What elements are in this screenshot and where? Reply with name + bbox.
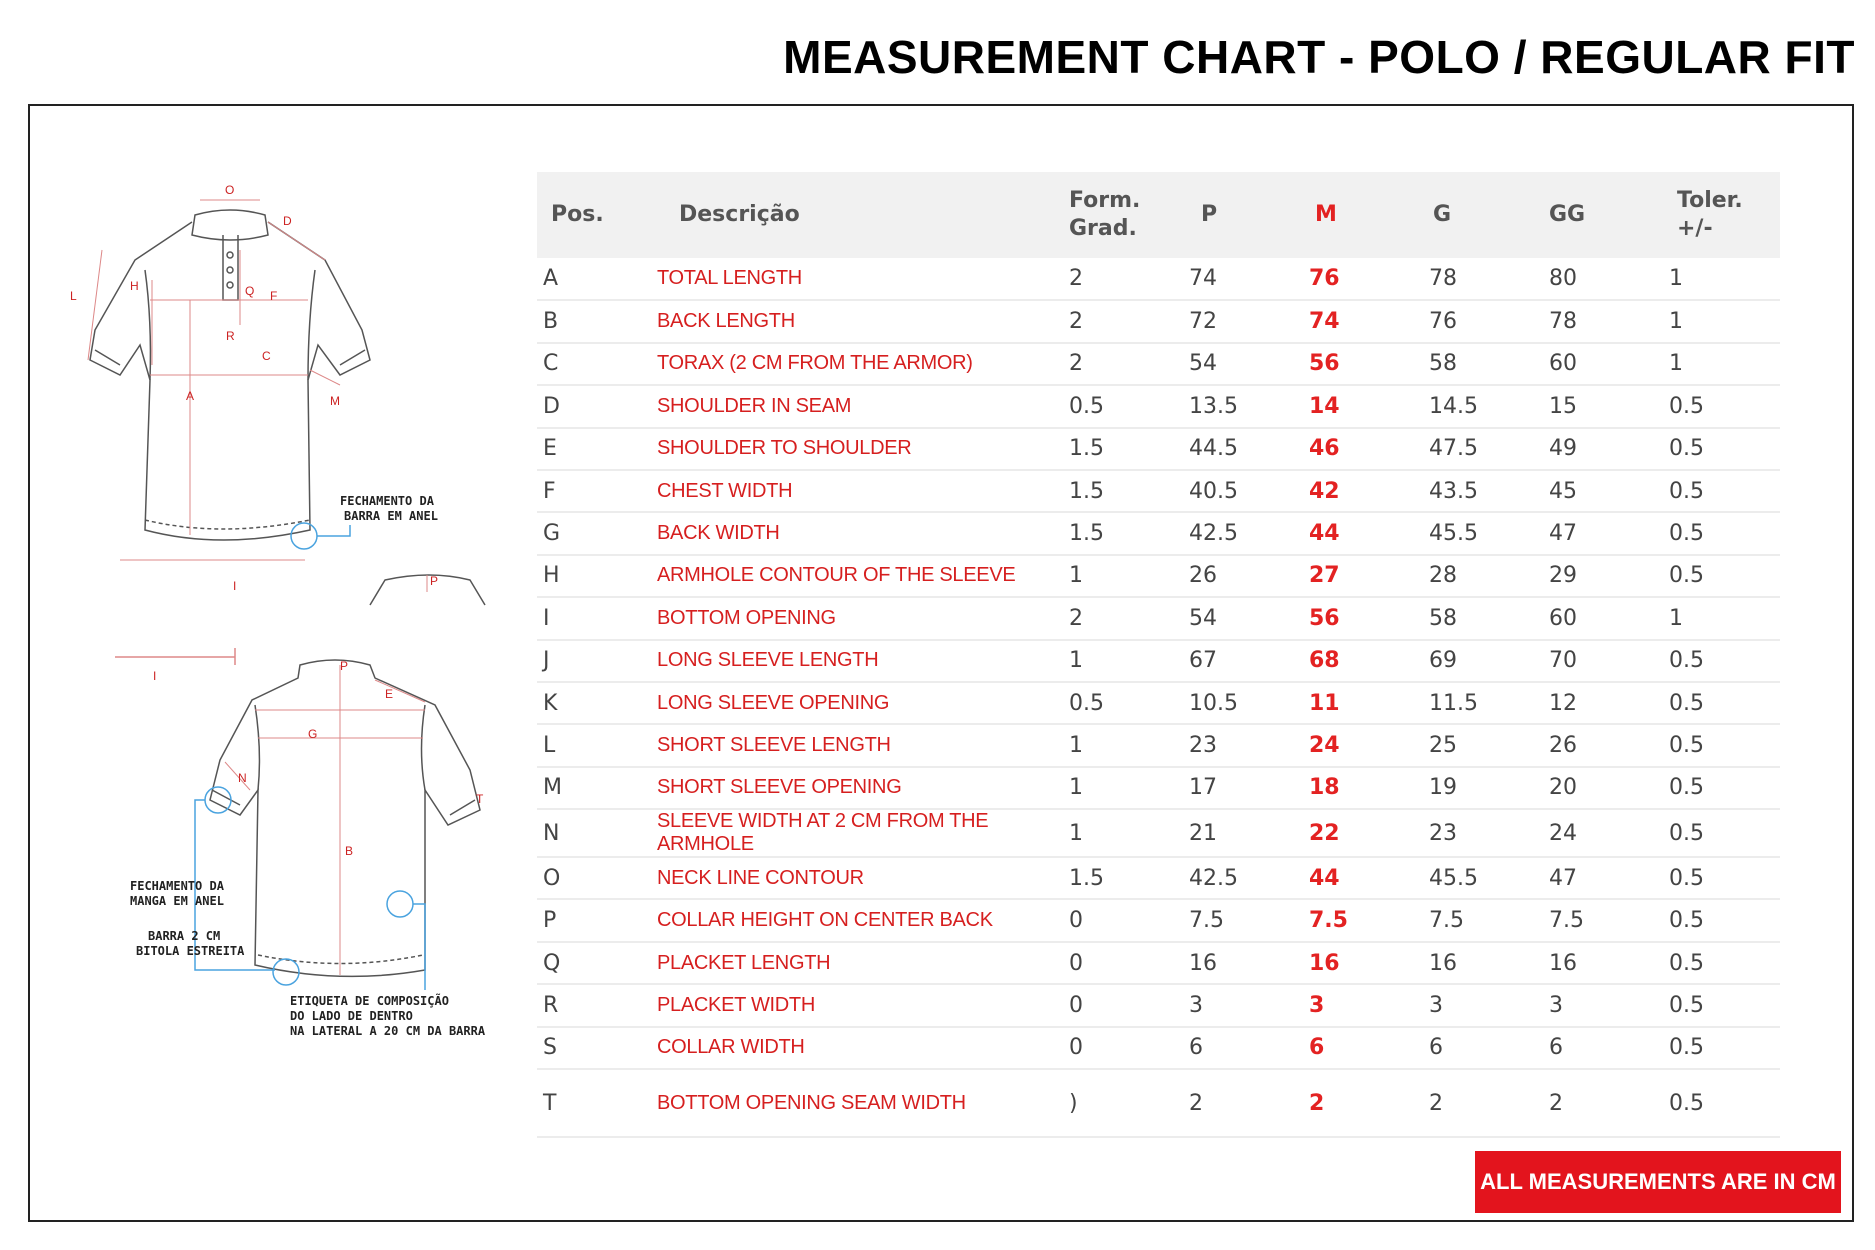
polo-diagram-svg [40,150,560,1100]
cell-pos: M [543,775,562,801]
cell-m: 24 [1309,732,1340,758]
cell-g: 23 [1429,820,1457,846]
svg-text:FECHAMENTO DA [130,879,225,893]
cell-p: 72 [1189,309,1217,335]
cell-p: 21 [1189,820,1217,846]
cell-tol: 0.5 [1669,865,1704,891]
cell-g: 3 [1429,992,1443,1018]
header-p: P [1201,202,1218,227]
cell-grad: 0.5 [1069,690,1104,716]
svg-text:BARRA EM ANEL [344,509,438,523]
cell-gg: 70 [1549,648,1577,674]
cell-pos: G [543,521,561,547]
svg-text:BITOLA ESTREITA [136,944,245,958]
cell-grad: 2 [1069,351,1083,377]
cell-p: 54 [1189,605,1217,631]
cell-m: 3 [1309,992,1325,1018]
cell-g: 14.5 [1429,393,1478,419]
cell-g: 11.5 [1429,690,1478,716]
table-row [537,857,1780,899]
cell-m: 11 [1309,690,1340,716]
table-row [537,984,1780,1026]
cell-g: 7.5 [1429,908,1464,934]
header-form-grad-line2: Grad. [1069,216,1137,241]
table-body [537,258,1780,1137]
cell-tol: 0.5 [1669,775,1704,801]
svg-text:A: A [186,389,195,403]
cell-g: 58 [1429,605,1457,631]
cell-m: 74 [1309,309,1340,335]
cell-pos: F [543,478,556,504]
cell-grad: 2 [1069,266,1083,292]
svg-text:M: M [330,394,340,408]
cell-p: 23 [1189,732,1217,758]
cell-p: 44.5 [1189,436,1238,462]
cell-gg: 60 [1549,351,1577,377]
cell-tol: 1 [1669,309,1683,335]
svg-text:R: R [226,329,235,343]
cell-grad: 1 [1069,563,1083,589]
svg-text:N: N [238,771,247,785]
cell-desc: BACK LENGTH [657,310,795,333]
cell-desc: ARMHOLE CONTOUR OF THE SLEEVE [657,564,1016,587]
cell-grad: 1 [1069,820,1083,846]
cell-desc: NECK LINE CONTOUR [657,866,864,889]
cell-desc: BOTTOM OPENING [657,606,836,629]
cell-desc: TOTAL LENGTH [657,267,802,290]
table-header-row [537,172,1780,258]
cell-tol: 0.5 [1669,393,1704,419]
cell-grad: 1.5 [1069,436,1104,462]
cell-gg: 26 [1549,732,1577,758]
cell-pos: I [543,605,550,631]
cell-m: 27 [1309,563,1340,589]
table-row [537,555,1780,597]
cell-desc: LONG SLEEVE LENGTH [657,649,879,672]
cell-pos: C [543,351,559,377]
polo-technical-drawing [40,150,560,1100]
svg-text:H: H [130,279,139,293]
table-row [537,1027,1780,1069]
cell-gg: 78 [1549,309,1577,335]
cell-grad: 2 [1069,605,1083,631]
cell-pos: N [543,820,560,846]
cell-tol: 0.5 [1669,436,1704,462]
cell-grad: 2 [1069,309,1083,335]
note-label-line3: NA LATERAL A 20 CM DA BARRA [290,1024,486,1038]
cell-g: 6 [1429,1035,1443,1061]
cell-g: 19 [1429,775,1457,801]
cell-g: 78 [1429,266,1457,292]
cell-pos: O [543,865,561,891]
cell-p: 74 [1189,266,1217,292]
table-row [537,428,1780,470]
cell-g: 28 [1429,563,1457,589]
cell-gg: 12 [1549,690,1577,716]
cell-pos: P [543,908,557,934]
cell-grad: 1 [1069,648,1083,674]
cell-m: 7.5 [1309,908,1348,934]
cell-grad: 0 [1069,950,1083,976]
header-form-grad-line1: Form. [1069,188,1141,213]
cell-gg: 47 [1549,521,1577,547]
svg-text:BARRA 2 CM [148,929,220,943]
cell-g: 2 [1429,1090,1443,1116]
table-row [537,899,1780,941]
cell-m: 18 [1309,775,1340,801]
svg-text:DO LADO DE DENTRO [290,1009,413,1023]
svg-text:L: L [70,289,77,303]
svg-text:T: T [476,792,484,806]
cell-gg: 45 [1549,478,1577,504]
cell-gg: 24 [1549,820,1577,846]
cell-g: 43.5 [1429,478,1478,504]
cell-tol: 1 [1669,351,1683,377]
cell-m: 44 [1309,521,1340,547]
cell-p: 67 [1189,648,1217,674]
cell-desc: SHOULDER TO SHOULDER [657,437,912,460]
cell-desc: PLACKET LENGTH [657,951,831,974]
svg-text:ETIQUETA DE COMPOSIÇÃO [290,993,449,1008]
cell-tol: 0.5 [1669,521,1704,547]
note-sleeve-line2: MANGA EM ANEL [130,894,224,908]
cell-m: 44 [1309,865,1340,891]
cell-m: 2 [1309,1090,1325,1116]
table-row [537,809,1780,857]
cell-tol: 0.5 [1669,732,1704,758]
units-badge: ALL MEASUREMENTS ARE IN CM [1475,1151,1841,1213]
svg-text:G: G [308,727,318,741]
cell-g: 16 [1429,950,1457,976]
header-gg: GG [1549,202,1586,227]
cell-gg: 47 [1549,865,1577,891]
cell-gg: 29 [1549,563,1577,589]
cell-p: 42.5 [1189,865,1238,891]
svg-text:D: D [283,214,292,228]
polo-back-view [210,660,480,976]
note-label-line2: DO LADO DE DENTRO [290,1009,413,1023]
cell-g: 47.5 [1429,436,1478,462]
table-row [537,300,1780,342]
cell-pos: L [543,732,556,758]
cell-grad: 0 [1069,992,1083,1018]
header-m: M [1315,202,1337,227]
cell-tol: 0.5 [1669,992,1704,1018]
cell-m: 14 [1309,393,1340,419]
cell-tol: 0.5 [1669,820,1704,846]
cell-gg: 3 [1549,992,1563,1018]
cell-grad: 1.5 [1069,865,1104,891]
cell-gg: 6 [1549,1035,1563,1061]
header-pos: Pos. [551,202,604,227]
page-title: MEASUREMENT CHART - POLO / REGULAR FIT [783,31,1855,83]
cell-desc: TORAX (2 CM FROM THE ARMOR) [657,352,973,375]
cell-grad: 0 [1069,1035,1083,1061]
note-label-line1: ETIQUETA DE COMPOSIÇÃO [290,994,449,1008]
cell-gg: 20 [1549,775,1577,801]
cell-p: 17 [1189,775,1217,801]
cell-m: 46 [1309,436,1340,462]
table-row [537,767,1780,809]
cell-desc: PLACKET WIDTH [657,993,815,1016]
note-hem-line2: BARRA EM ANEL [344,509,438,523]
cell-tol: 0.5 [1669,478,1704,504]
cell-pos: B [543,309,559,335]
cell-p: 2 [1189,1090,1203,1116]
cell-pos: J [543,648,550,674]
cell-m: 16 [1309,950,1340,976]
cell-tol: 1 [1669,605,1683,631]
table-row [537,942,1780,984]
table-row [537,1069,1780,1137]
svg-text:I: I [153,669,157,683]
cell-desc: COLLAR HEIGHT ON CENTER BACK [657,909,993,932]
cell-pos: R [543,992,559,1018]
cell-g: 45.5 [1429,521,1478,547]
cell-tol: 1 [1669,266,1683,292]
cell-g: 58 [1429,351,1457,377]
header-desc: Descrição [679,202,800,227]
header-toler-line2: +/- [1677,216,1713,241]
cell-grad: 1.5 [1069,478,1104,504]
cell-tol: 0.5 [1669,1090,1704,1116]
table-row [537,258,1780,300]
cell-m: 22 [1309,820,1340,846]
cell-pos: A [543,266,559,292]
cell-tol: 0.5 [1669,950,1704,976]
cell-pos: H [543,563,560,589]
cell-pos: E [543,436,557,462]
cell-desc: SHOULDER IN SEAM [657,394,852,417]
note-hem-line1: FECHAMENTO DA [340,494,434,508]
note-sleeve-line1: FECHAMENTO DA [130,879,224,893]
cell-g: 69 [1429,648,1457,674]
table-row [537,343,1780,385]
svg-text:P: P [430,574,439,588]
cell-p: 10.5 [1189,690,1238,716]
front-letters [70,183,438,593]
svg-text:Q: Q [245,284,255,298]
cell-gg: 80 [1549,266,1577,292]
cell-p: 3 [1189,992,1203,1018]
cell-grad: 1 [1069,775,1083,801]
cell-pos: D [543,393,560,419]
cell-pos: Q [543,950,561,976]
cell-desc: SLEEVE WIDTH AT 2 CM FROM THE ARMHOLE [657,810,989,856]
table-row [537,470,1780,512]
cell-gg: 60 [1549,605,1577,631]
svg-text:O: O [225,183,235,197]
cell-m: 56 [1309,605,1340,631]
cell-pos: K [543,690,558,716]
cell-p: 26 [1189,563,1217,589]
table-row [537,597,1780,639]
cell-p: 6 [1189,1035,1203,1061]
svg-text:C: C [262,349,271,363]
svg-text:E: E [385,687,394,701]
cell-grad: 0.5 [1069,393,1104,419]
cell-p: 16 [1189,950,1217,976]
svg-text:F: F [270,289,278,303]
cell-tol: 0.5 [1669,563,1704,589]
cell-m: 56 [1309,351,1340,377]
cell-tol: 0.5 [1669,1035,1704,1061]
svg-text:MANGA EM ANEL [130,894,224,908]
front-measure-lines [88,200,340,560]
cell-tol: 0.5 [1669,690,1704,716]
cell-gg: 15 [1549,393,1577,419]
note-barra-line2: BITOLA ESTREITA [136,944,245,958]
svg-text:P: P [340,659,349,673]
header-form-grad [1069,172,1189,258]
cell-g: 25 [1429,732,1457,758]
cell-desc: LONG SLEEVE OPENING [657,691,890,714]
cell-gg: 16 [1549,950,1577,976]
cell-pos: T [543,1090,557,1116]
cell-tol: 0.5 [1669,648,1704,674]
measurement-table [537,172,1780,1138]
cell-pos: S [543,1035,557,1061]
note-barra-line1: BARRA 2 CM [148,929,221,943]
svg-text:NA LATERAL A 20 CM DA BARRA [290,1024,486,1038]
cell-desc: BACK WIDTH [657,522,780,545]
cell-p: 42.5 [1189,521,1238,547]
svg-text:FECHAMENTO DA [340,494,435,508]
table-row [537,512,1780,554]
cell-gg: 49 [1549,436,1577,462]
table-row [537,640,1780,682]
cell-desc: BOTTOM OPENING SEAM WIDTH [657,1091,966,1114]
cell-desc: COLLAR WIDTH [657,1036,805,1059]
cell-grad: ) [1069,1090,1078,1116]
table-row [537,682,1780,724]
measurement-table-wrap [537,172,1780,1138]
cell-m: 76 [1309,266,1340,292]
cell-grad: 1 [1069,732,1083,758]
cell-desc: SHORT SLEEVE LENGTH [657,733,891,756]
cell-m: 68 [1309,648,1340,674]
cell-m: 42 [1309,478,1340,504]
header-toler-line1: Toler. [1677,188,1743,213]
cell-m: 6 [1309,1035,1325,1061]
cell-gg: 2 [1549,1090,1563,1116]
cell-desc: SHORT SLEEVE OPENING [657,776,902,799]
cell-grad: 1.5 [1069,521,1104,547]
cell-g: 76 [1429,309,1457,335]
cell-desc: CHEST WIDTH [657,479,793,502]
cell-p: 7.5 [1189,908,1224,934]
header-toler [1669,172,1780,258]
table-row [537,724,1780,766]
cell-p: 13.5 [1189,393,1238,419]
cell-g: 45.5 [1429,865,1478,891]
cell-p: 40.5 [1189,478,1238,504]
cell-gg: 7.5 [1549,908,1584,934]
cell-p: 54 [1189,351,1217,377]
svg-text:B: B [345,844,354,858]
cell-grad: 0 [1069,908,1083,934]
svg-text:I: I [233,579,237,593]
cell-tol: 0.5 [1669,908,1704,934]
header-g: G [1433,202,1452,227]
table-row [537,385,1780,427]
